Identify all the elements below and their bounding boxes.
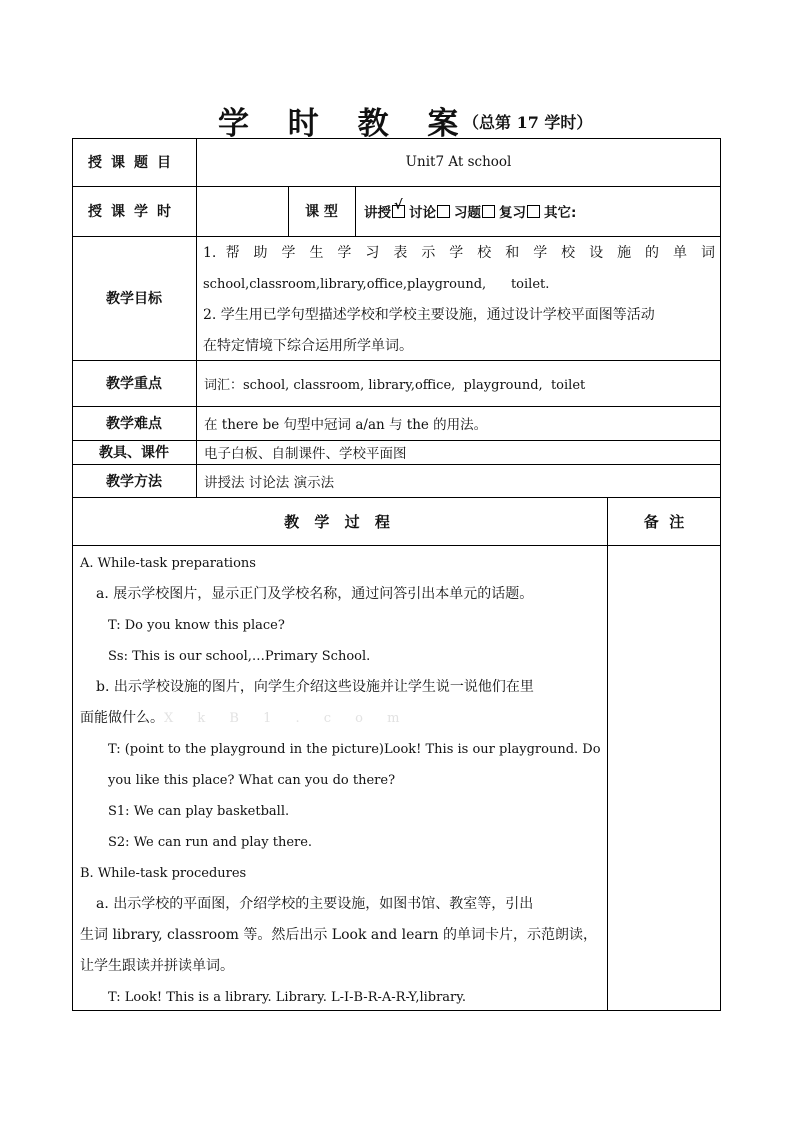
- watermark: X k B 1 . c o m: [164, 711, 410, 726]
- process-line: b. 出示学校设施的图片，向学生介绍这些设施并让学生说一说他们在里: [96, 679, 534, 695]
- process-content: [80, 548, 603, 1013]
- process-header: 教 学 过 程: [284, 512, 395, 531]
- goal-line: 1. 帮 助 学 生 学 习 表 示 学 校 和 学 校 设 施 的 单 词: [203, 245, 715, 261]
- process-line: A. While-task preparations: [80, 556, 256, 571]
- process-line: T: (point to the playground in the picture)Look! This is our playground. Do: [108, 742, 601, 757]
- hours-label: 授课学时: [88, 204, 180, 220]
- type-option-lecture[interactable]: 讲授√: [364, 201, 409, 221]
- process-line: a. 出示学校的平面图，介绍学校的主要设施，如图书馆、教室等，引出: [96, 896, 534, 912]
- process-line: T: Look! This is a library. Library. L-I-B-R-A-R-Y,library.: [108, 990, 467, 1005]
- topic-label: 授课题目: [88, 155, 180, 171]
- checkbox-icon: [527, 205, 540, 218]
- process-line: you like this place? What can you do there?: [108, 773, 396, 788]
- method-label: 教学方法: [106, 473, 162, 490]
- process-line: B. While-task procedures: [80, 866, 247, 881]
- type-option-other[interactable]: 其它:: [544, 205, 577, 221]
- process-line: S1: We can play basketball.: [108, 804, 290, 819]
- difficulty-value: 在 there be 句型中冠词 a/an 与 the 的用法。: [204, 417, 488, 433]
- process-line: 生词 library, classroom 等。然后出示 Look and learn 的单词卡片，示范朗读，: [80, 927, 597, 943]
- tools-value: 电子白板、自制课件、学校平面图: [204, 446, 407, 462]
- checkbox-icon: [482, 205, 495, 218]
- method-value: 讲授法 讨论法 演示法: [204, 474, 335, 491]
- goal-line: school,classroom,library,office,playground, toilet.: [203, 277, 550, 292]
- topic-value: Unit7 At school: [405, 154, 512, 170]
- goals-content: [203, 238, 715, 362]
- key-points-value: 词汇：school, classroom, library,office, playground, toilet: [204, 377, 586, 393]
- process-line: 让学生跟读并拼读单词。: [80, 958, 234, 974]
- type-label: 课 型: [305, 204, 338, 220]
- page-header: [0, 98, 794, 142]
- type-options: [355, 186, 721, 236]
- process-line: a. 展示学校图片，显示正门及学校名称，通过问答引出本单元的话题。: [96, 586, 534, 602]
- process-line: T: Do you know this place?: [108, 618, 285, 633]
- type-option-discussion[interactable]: 讨论: [409, 201, 454, 221]
- difficulty-label: 教学难点: [106, 416, 162, 432]
- remarks-header: 备 注: [643, 512, 685, 531]
- type-option-exercise[interactable]: 习题: [454, 201, 499, 221]
- remarks-cell[interactable]: [608, 546, 720, 1010]
- hours-value[interactable]: [196, 186, 288, 236]
- page-subtitle: （总第 17 学时）: [463, 113, 593, 132]
- process-line: 面能做什么。: [80, 710, 164, 726]
- process-line: S2: We can run and play there.: [108, 835, 313, 850]
- goal-line: 在特定情境下综合运用所学单词。: [203, 338, 413, 354]
- process-line: Ss: This is our school,…Primary School.: [108, 649, 371, 664]
- goals-label: 教学目标: [106, 291, 162, 307]
- checkbox-icon: [437, 205, 450, 218]
- process-line-with-watermark: [80, 703, 603, 734]
- tools-label: 教具、课件: [99, 445, 169, 461]
- key-points-label: 教学重点: [106, 376, 162, 392]
- type-option-review[interactable]: 复习: [499, 201, 544, 221]
- goal-line: 2. 学生用已学句型描述学校和学校主要设施，通过设计学校平面图等活动: [203, 307, 655, 323]
- checkbox-checked-icon: [392, 205, 405, 218]
- page-title: 学 时 教 案: [218, 106, 473, 142]
